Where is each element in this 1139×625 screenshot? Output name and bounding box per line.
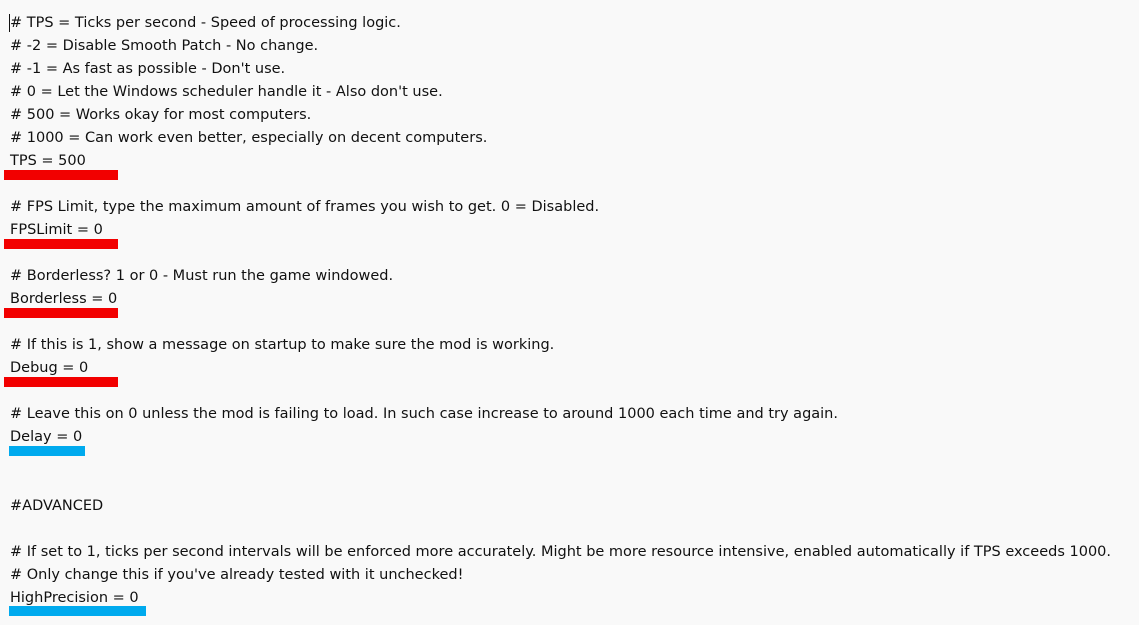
- setting-delay: Delay = 0: [10, 429, 83, 445]
- setting-tps: TPS = 500: [10, 153, 86, 169]
- high-precision-highlight: [9, 606, 146, 616]
- fps-limit-highlight: [4, 239, 118, 249]
- setting-debug: Debug = 0: [10, 360, 89, 376]
- comment-tps-minus2: # -2 = Disable Smooth Patch - No change.: [10, 38, 319, 54]
- section-advanced: #ADVANCED: [10, 498, 104, 514]
- tps-highlight: [4, 170, 118, 180]
- comment-high-precision-note: # Only change this if you've already tested with it unchecked!: [10, 567, 464, 583]
- comment-tps-zero: # 0 = Let the Windows scheduler handle it - Also don't use.: [10, 84, 443, 100]
- comment-tps-1000: # 1000 = Can work even better, especially on decent computers.: [10, 130, 488, 146]
- debug-highlight: [4, 377, 118, 387]
- comment-tps-minus1: # -1 = As fast as possible - Don't use.: [10, 61, 286, 77]
- comment-fps-limit: # FPS Limit, type the maximum amount of frames you wish to get. 0 = Disabled.: [10, 199, 600, 215]
- comment-tps-header: # TPS = Ticks per second - Speed of processing logic.: [10, 15, 401, 31]
- comment-debug: # If this is 1, show a message on startup to make sure the mod is working.: [10, 337, 555, 353]
- comment-delay: # Leave this on 0 unless the mod is failing to load. In such case increase to around 1000 each time and try again.: [10, 406, 838, 422]
- setting-high-precision: HighPrecision = 0: [10, 590, 139, 606]
- delay-highlight: [9, 446, 85, 456]
- comment-borderless: # Borderless? 1 or 0 - Must run the game windowed.: [10, 268, 394, 284]
- borderless-highlight: [4, 308, 118, 318]
- comment-high-precision: # If set to 1, ticks per second intervals will be enforced more accurately. Might be more resource intensive, enabled automatically if TPS exceeds 1000.: [10, 544, 1112, 560]
- setting-borderless: Borderless = 0: [10, 291, 118, 307]
- comment-tps-500: # 500 = Works okay for most computers.: [10, 107, 312, 123]
- setting-fps-limit: FPSLimit = 0: [10, 222, 103, 238]
